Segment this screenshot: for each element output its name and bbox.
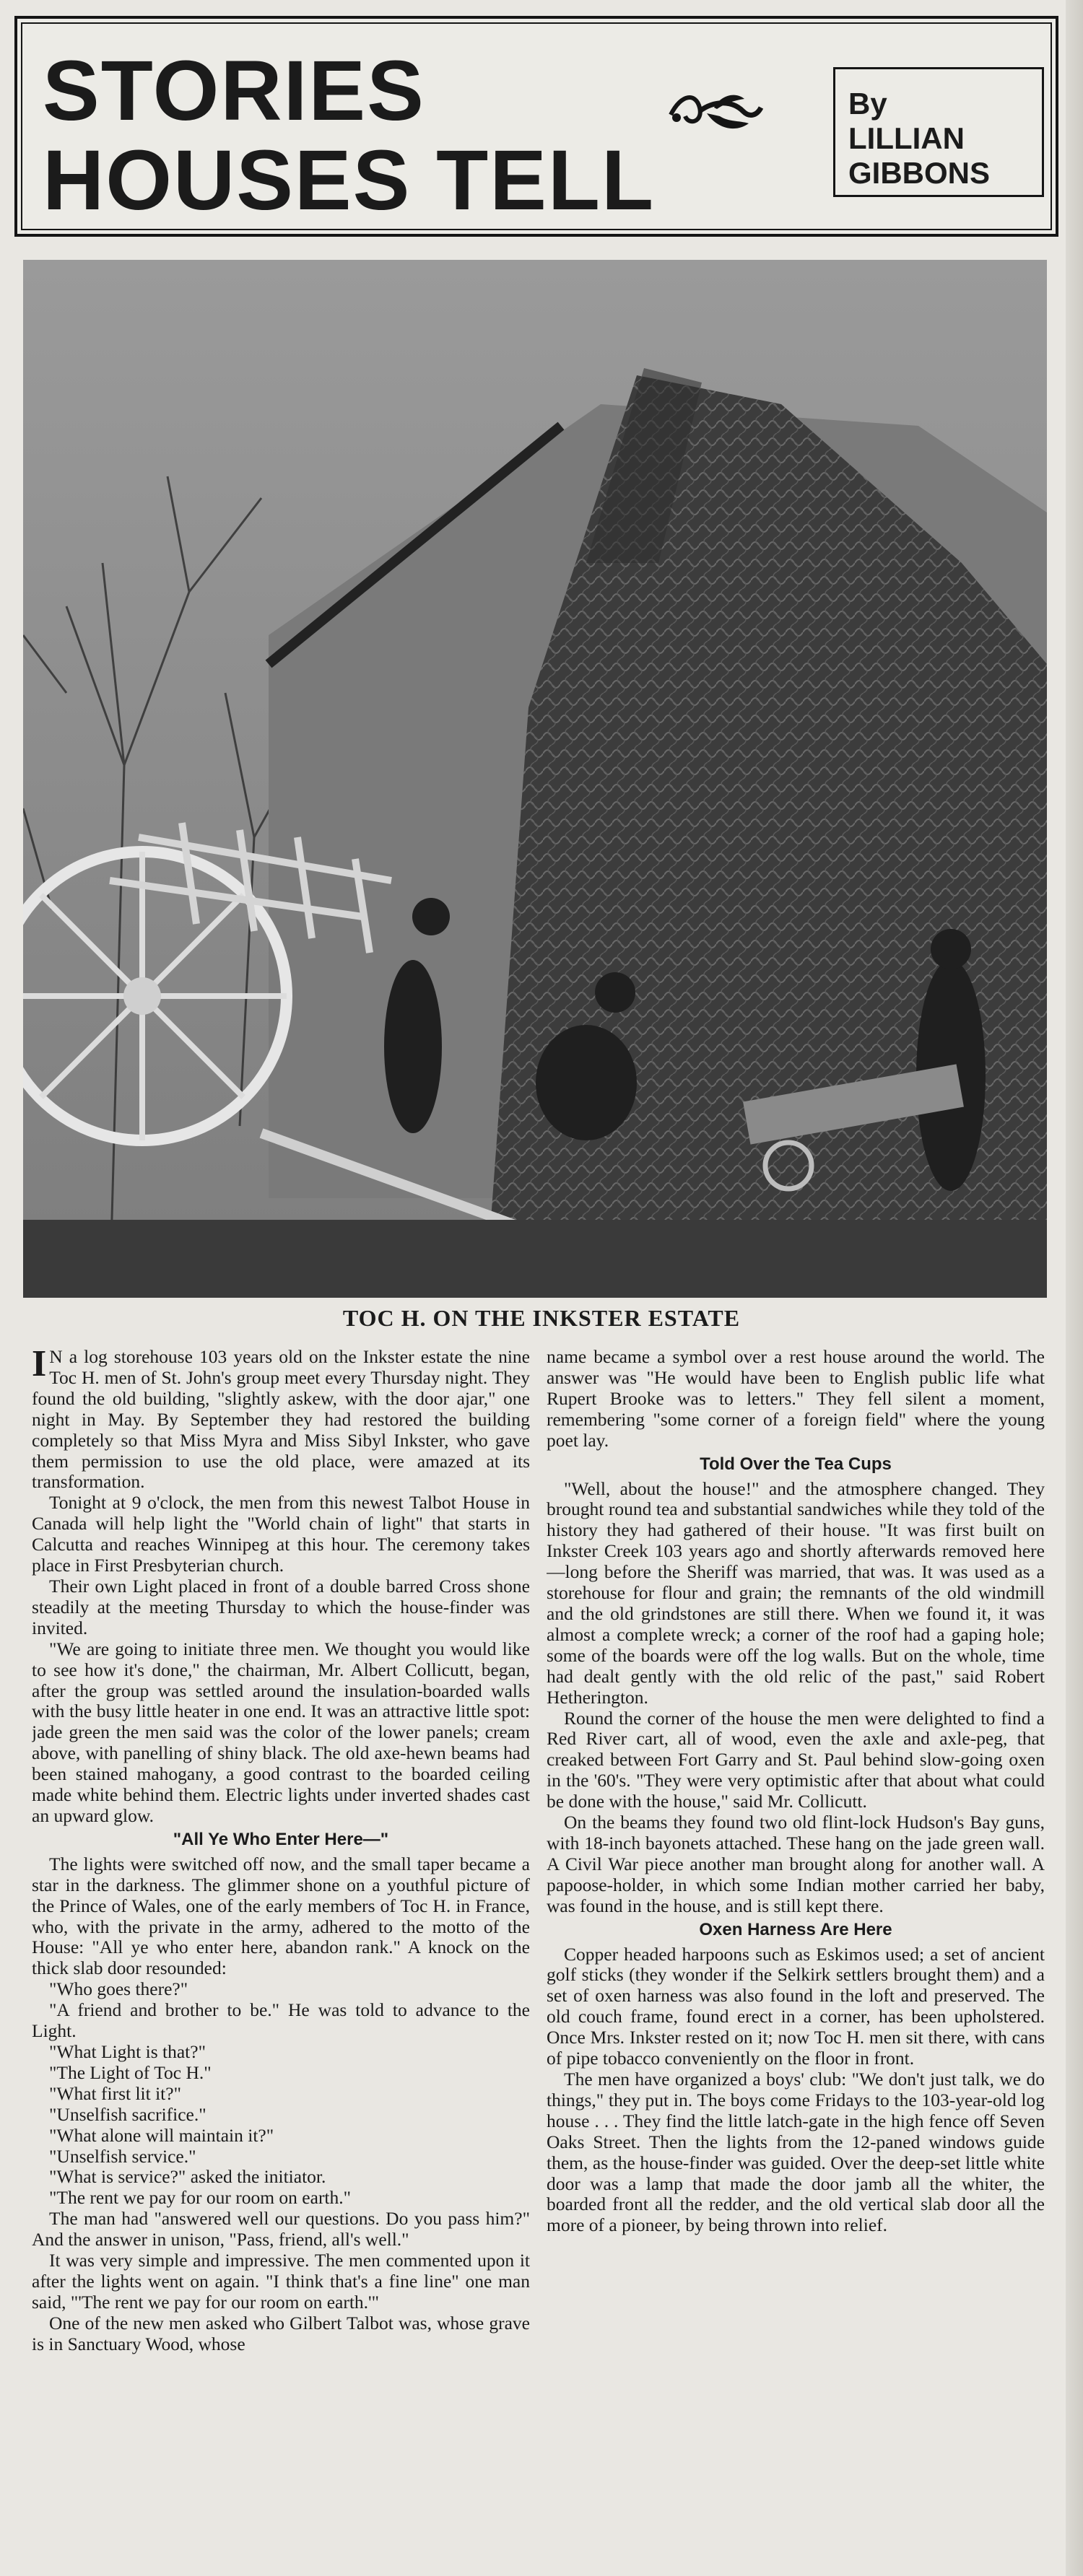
dialogue-line: "What alone will maintain it?" [49,2124,274,2146]
article-column-left [32,1347,530,2567]
dialogue-line: "Unselfish sacrifice." [49,2103,206,2125]
paragraph: Copper headed harpoons such as Eskimos used; a set of ancient golf sticks (they wonder if the Selkirk settlers brought them) and a set of oxen harness was also found in the loft and preserved. The old couch frame, found erect in a corner, has been upholstered. Once Mrs. Inkster rested on it; now Toc H. men sit there, with cans of pipe tobacco conveniently on the floor in front. [547,1943,1045,2069]
adjacent-column-edge [1066,0,1083,2576]
paragraph: One of the new men asked who Gilbert Talbot was, whose grave is in Sanctuary Wood, whose [32,2312,530,2354]
paragraph: On the beams they found two old flint-lock Hudson's Bay guns, with 18-inch bayonets attached. These hang on the jade green wall. A Civil War piece another man brought along for another wall. A papoose-holder, in which some Indian mother carried her baby, was found in the house, and is still kept there. [547,1812,1045,1916]
lead-paragraph [32,1347,530,1493]
headline-line-1: STORIES [43,43,425,139]
paragraph: The men have organized a boys' club: "We don't just talk, we do things," they put in. The boys come Fridays to the 103-year-old log house . . . They find the little latch-gate in the high fence off Seven Oaks Street. Then the lights from the 12-paned windows guide them, as the house-finder was guided. Over the deep-set little white door was a lamp that made the door jamb all the whiter, the boarded front all the redder, and the old vertical slab door all the more of a pioneer, by being thrown into relief. [547,2069,1045,2236]
paragraph: Their own Light placed in front of a double barred Cross shone steadily at the meeting Thursday to which the house-finder was invited. [32,1575,530,1638]
subheading-all-ye-who-enter: "All Ye Who Enter Here—" [173,1829,389,1849]
paragraph: "Well, about the house!" and the atmosphere changed. They brought round tea and substantial sandwiches while they told of the history they had gathered of their house. "It was first built on Inkster Creek 103 years ago and shortly afterwards removed here—long before the Sheriff was married, that was. It was used as a storehouse for flour and grain; the remnants of the old windmill and the old grindstones are still there. When we found it, it was almost a complete wreck; a corner of the roof had a gaping hole; some of the boards were off the log walls. But on the whole, time had dealt gently with the old relic of the past," said Robert Hetherington. [547,1477,1045,1708]
dialogue-line: "The Light of Toc H." [49,2061,212,2083]
article-column-right [547,1347,1045,2567]
dialogue-line: "Who goes there?" [49,1978,188,2000]
paragraph: The lights were switched off now, and the small taper became a star in the darkness. The glimmer shone on a youthful picture of the Prince of Wales, one of the early members of Toc H. in France, who, with the private in the army, adhered to the motto of the House: "All ye who enter here, abandon rank." A knock on the thick slab door resounded: [32,1853,530,1979]
lead-paragraph-text: N a log storehouse 103 years old on the Inkster estate the nine Toc H. men of St. John's group meet every Thursday night. They found the old building, "slightly askew, with the door ajar," one night in May. By September they had restored the building completely so that Miss Myra and Miss Sibyl Inkster, who gave them permission to use the old place, were amazed at its transformation. [32,1347,530,1493]
photo-illustration [23,260,1047,1298]
byline-first-name: LILLIAN [848,121,965,155]
dialogue-line: "What is service?" asked the initiator. [49,2166,326,2188]
paragraph: name became a symbol over a rest house around the world. The answer was "He would have been to English public life what Rupert Brooke was to letters." They fell silent a moment, remembering "some corner of a foreign field" where the young poet lay. [547,1347,1045,1451]
paragraph: "We are going to initiate three men. We thought you would like to see how it's done," the chairman, Mr. Albert Collicutt, began, after the group was settled around the insulation-boarded walls with the busy little heater in one end. It was an attractive little spot: jade green the men said was the color of the lower panels; cream above, with panelling of shiny black. The old axe-hewn beams had been stained mahogany, a good contrast to the boarded ceiling made white behind them. Electric lights under inverted shades cast an upward glow. [32,1638,530,1826]
article-photograph [23,260,1047,1298]
photo-caption: TOC H. ON THE INKSTER ESTATE [342,1305,741,1331]
drop-cap: I [32,1347,47,1384]
headline-line-2: HOUSES TELL [43,133,656,228]
banner-inner-rule [21,22,1052,230]
dialogue-line: "Unselfish service." [49,2145,196,2167]
dialogue-line: "What Light is that?" [49,2041,206,2062]
dialogue-line: "A friend and brother to be." He was told to advance to the Light. [32,1999,530,2042]
headline-banner [14,16,1058,237]
dialogue-line: "The rent we pay for our room on earth." [49,2187,352,2209]
leaf-scroll-ornament-icon [664,86,765,144]
byline-last-name: GIBBONS [848,156,991,190]
paragraph: Tonight at 9 o'clock, the men from this newest Talbot House in Canada will help light the "World chain of light" that starts in Calcutta and reaches Winnipeg at this hour. The ceremony takes place in First Presbyterian church. [32,1492,530,1576]
author-byline-box [833,67,1044,197]
paragraph: Round the corner of the house the men were delighted to find a Red River cart, all of wood, even the axle and axle-peg, that creaked between Fort Garry and St. Paul behind slow-going oxen in the '60's. "They were very optimistic after that about what could be done with the house," said Mr. Collicutt. [547,1707,1045,1812]
paragraph: The man had "answered well our questions. Do you pass him?" And the answer in unison, "Pass, friend, all's well." [32,2208,530,2250]
byline-prefix: By [848,87,887,121]
subheading-oxen-harness: Oxen Harness Are Here [699,1919,892,1939]
dialogue-line: "What first lit it?" [49,2082,181,2104]
subheading-told-over-tea-cups: Told Over the Tea Cups [700,1454,892,1474]
paragraph: It was very simple and impressive. The men commented upon it after the lights went on again. "I think that's a fine line" one man said, "'The rent we pay for our room on earth.'" [32,2250,530,2313]
